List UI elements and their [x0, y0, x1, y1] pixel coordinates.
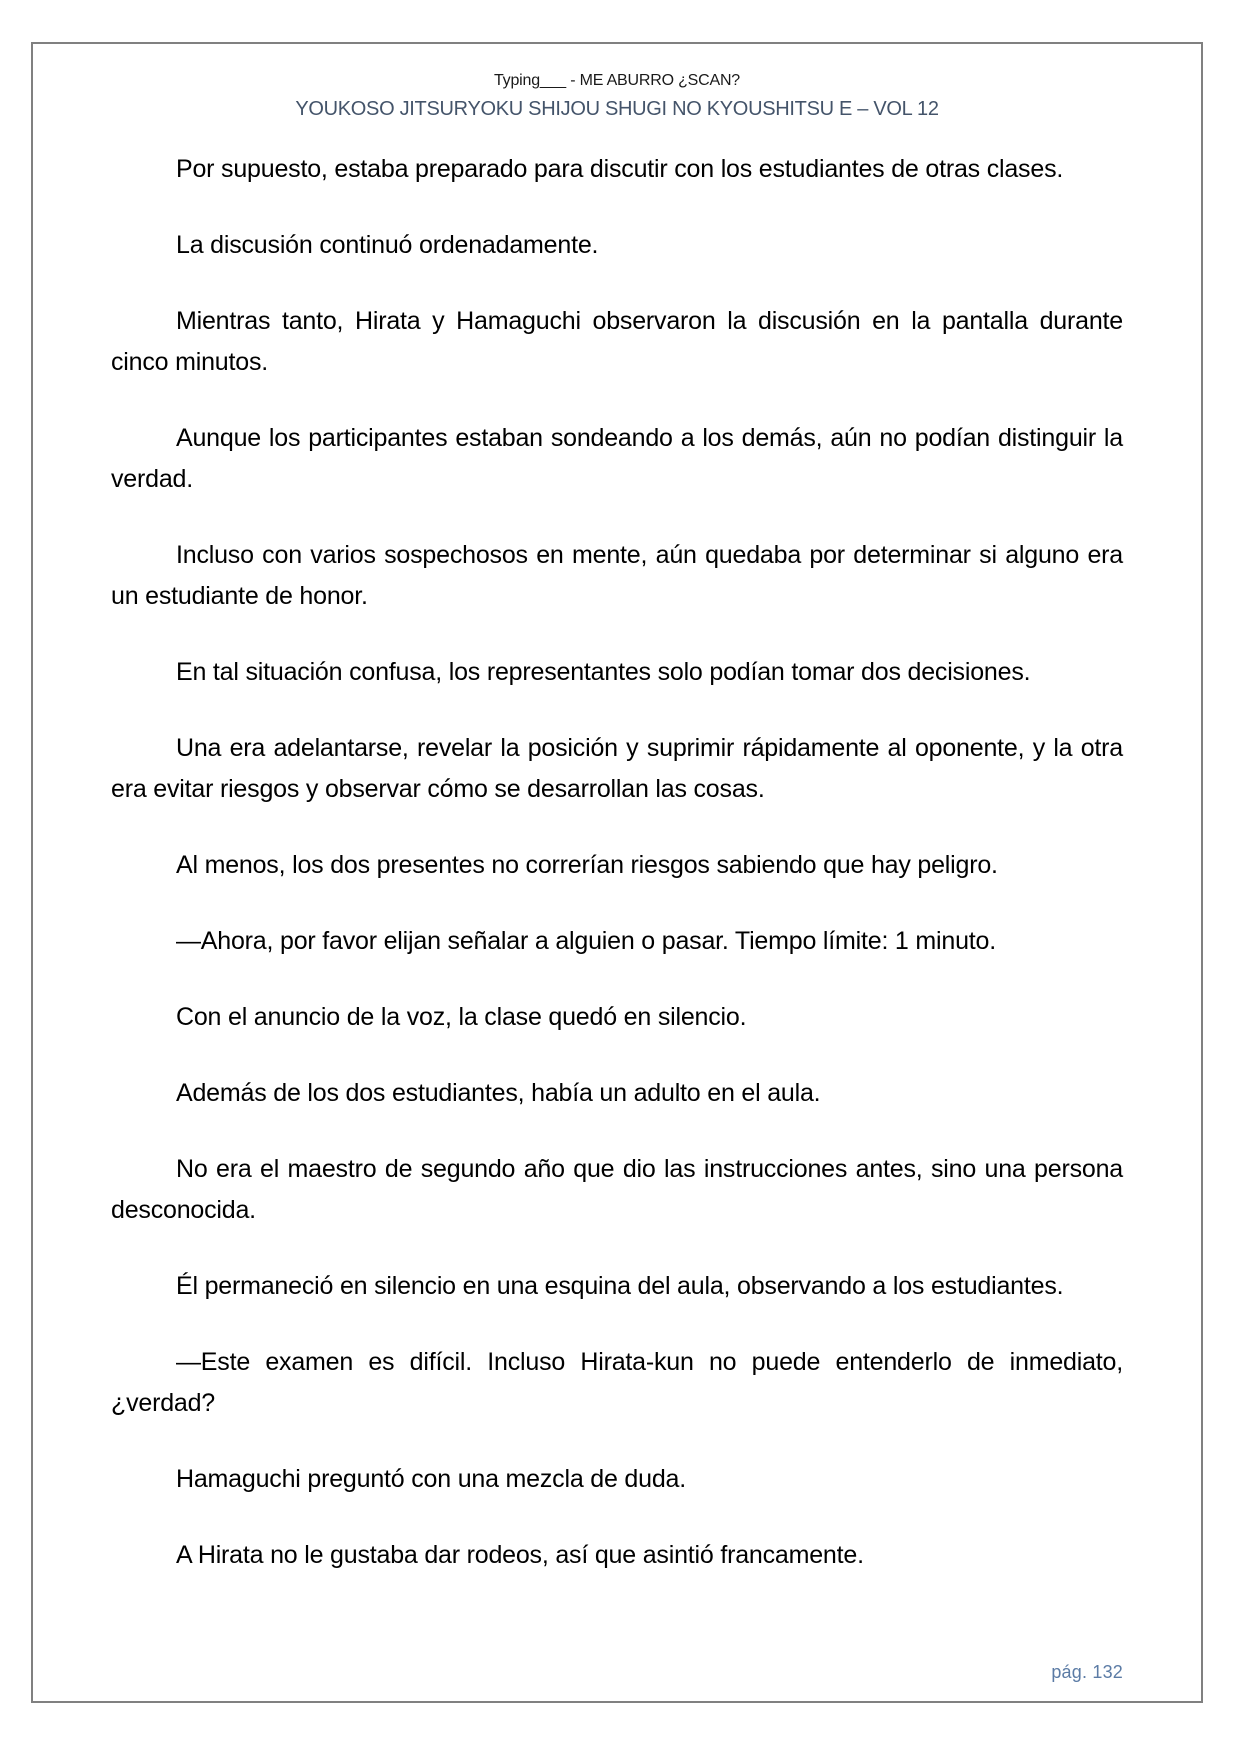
paragraph: Por supuesto, estaba preparado para discutir con los estudiantes de otras clases. — [176, 155, 1064, 183]
paragraph: Mientras tanto, Hirata y Hamaguchi observaron la discusión en la pantalla durante cinco minutos. — [111, 307, 1123, 376]
page-border-frame — [31, 42, 1203, 1703]
paragraph: A Hirata no le gustaba dar rodeos, así que asintió francamente. — [176, 1541, 864, 1569]
paragraph: No era el maestro de segundo año que dio las instrucciones antes, sino una persona desconocida. — [111, 1155, 1123, 1224]
header-volume-title: YOUKOSO JITSURYOKU SHIJOU SHUGI NO KYOUSHITSU E – VOL 12 — [295, 98, 939, 120]
body-paragraphs — [33, 149, 1201, 1576]
paragraph: Con el anuncio de la voz, la clase quedó en silencio. — [176, 1003, 747, 1031]
paragraph: Además de los dos estudiantes, había un adulto en el aula. — [176, 1079, 821, 1107]
paragraph: Al menos, los dos presentes no correrían riesgos sabiendo que hay peligro. — [176, 851, 998, 879]
paragraph: —Ahora, por favor elijan señalar a alguien o pasar. Tiempo límite: 1 minuto. — [176, 927, 996, 955]
paragraph: Aunque los participantes estaban sondeando a los demás, aún no podían distinguir la verdad. — [111, 424, 1123, 493]
paragraph: Hamaguchi preguntó con una mezcla de duda. — [176, 1465, 686, 1493]
paragraph: Él permaneció en silencio en una esquina del aula, observando a los estudiantes. — [176, 1272, 1064, 1300]
page-header — [33, 44, 1201, 124]
paragraph: En tal situación confusa, los representantes solo podían tomar dos decisiones. — [176, 658, 1031, 686]
paragraph: La discusión continuó ordenadamente. — [176, 231, 599, 259]
paragraph: —Este examen es difícil. Incluso Hirata-kun no puede entenderlo de inmediato, ¿verdad? — [111, 1348, 1123, 1417]
page-number: pág. 132 — [1051, 1662, 1123, 1682]
paragraph: Incluso con varios sospechosos en mente, aún quedaba por determinar si alguno era un estudiante de honor. — [111, 541, 1123, 610]
header-scan-credit: Typing___ - ME ABURRO ¿SCAN? — [493, 72, 741, 89]
paragraph: Una era adelantarse, revelar la posición y suprimir rápidamente al oponente, y la otra era evitar riesgos y observar cómo se desarrollan las cosas. — [111, 734, 1123, 803]
